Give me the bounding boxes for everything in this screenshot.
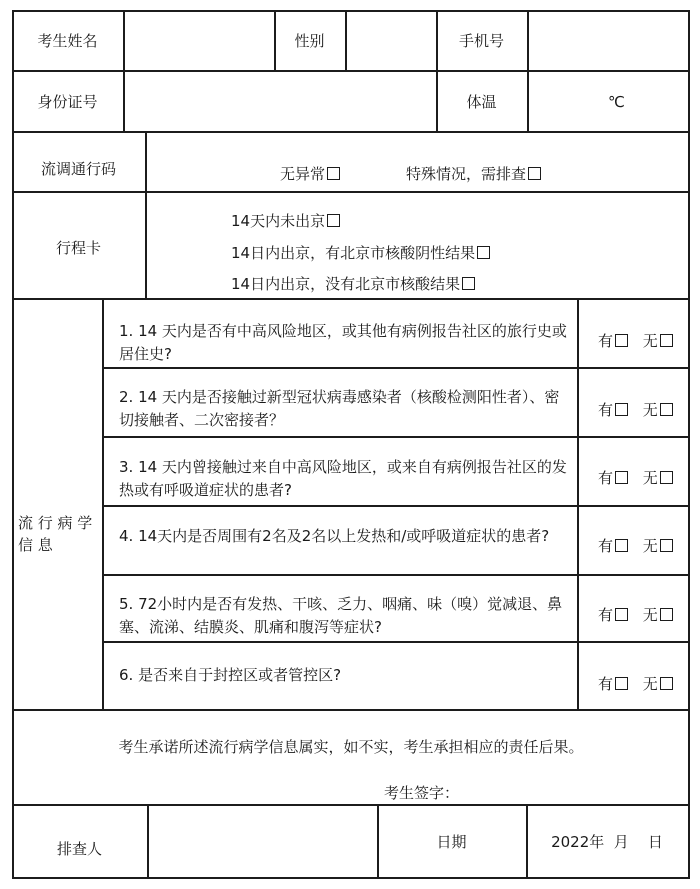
checkbox[interactable] xyxy=(615,403,628,416)
question-4: 4. 14天内是否周围有2名及2名以上发热和/或呼吸道症状的患者? xyxy=(119,527,550,545)
no-label: 无 xyxy=(642,401,658,419)
checkbox[interactable] xyxy=(660,539,673,552)
answer-4[interactable] xyxy=(598,536,673,556)
checkbox[interactable] xyxy=(615,608,628,621)
grid-line xyxy=(102,574,690,576)
checkbox[interactable] xyxy=(327,214,340,227)
no-label: 无 xyxy=(642,675,658,693)
id-number-field[interactable] xyxy=(125,72,436,131)
checkbox[interactable] xyxy=(660,608,673,621)
option-label: 14天内未出京 xyxy=(231,212,326,230)
travel-option-1[interactable] xyxy=(231,211,340,231)
grid-line xyxy=(102,641,690,643)
checkbox[interactable] xyxy=(660,471,673,484)
epidemiology-label: 流 行 病 学 信 息 xyxy=(18,514,93,554)
gender-field[interactable] xyxy=(347,12,436,70)
grid-line xyxy=(102,436,690,438)
grid-line xyxy=(577,298,579,709)
answer-3[interactable] xyxy=(598,468,673,488)
checkbox[interactable] xyxy=(615,539,628,552)
signature-label: 考生签字： xyxy=(384,784,460,802)
inspector-label: 排查人 xyxy=(56,840,102,858)
option-label: 14日内出京，有北京市核酸阴性结果 xyxy=(231,244,476,262)
answer-6[interactable] xyxy=(598,674,673,694)
option-label: 14日内出京，没有北京市核酸结果 xyxy=(231,275,461,293)
travel-option-2[interactable] xyxy=(231,243,490,263)
grid-line xyxy=(12,191,690,193)
no-label: 无 xyxy=(642,469,658,487)
question-5: 5. 72小时内是否有发热、干咳、乏力、咽痛、味（嗅）觉减退、鼻塞、流涕、结膜炎、肌痛和腹泻等症状? xyxy=(119,595,563,636)
question-3: 3. 14 天内曾接触过来自中高风险地区，或来自有病例报告社区的发热或有呼吸道症状的患者? xyxy=(119,458,567,499)
yes-label: 有 xyxy=(598,606,614,624)
question-2: 2. 14 天内是否接触过新型冠状病毒感染者（核酸检测阳性者）、密切接触者、二次密接者？ xyxy=(119,388,560,429)
checkbox[interactable] xyxy=(462,277,475,290)
answer-5[interactable] xyxy=(598,605,673,625)
name-field[interactable] xyxy=(125,12,274,70)
question-1: 1. 14 天内是否有中高风险地区，或其他有病例报告社区的旅行史或居住史? xyxy=(119,322,567,363)
temperature-unit: ℃ xyxy=(608,93,625,111)
pledge-text: 考生承诺所述流行病学信息属实，如不实，考生承担相应的责任后果。 xyxy=(118,738,584,756)
option-label: 无异常 xyxy=(280,165,326,183)
grid-line xyxy=(145,131,147,298)
question-6: 6. 是否来自于封控区或者管控区? xyxy=(119,666,342,684)
temperature-label: 体温 xyxy=(466,93,497,111)
yes-label: 有 xyxy=(598,469,614,487)
answer-2[interactable] xyxy=(598,400,673,420)
no-label: 无 xyxy=(642,606,658,624)
grid-line xyxy=(12,877,690,879)
phone-field[interactable] xyxy=(529,12,688,70)
grid-line xyxy=(102,505,690,507)
checkbox[interactable] xyxy=(327,167,340,180)
yes-label: 有 xyxy=(598,537,614,555)
grid-line xyxy=(102,367,690,369)
grid-line xyxy=(436,10,438,131)
option-label: 特殊情况，需排查 xyxy=(406,165,527,183)
yes-label: 有 xyxy=(598,332,614,350)
grid-line xyxy=(102,298,104,709)
grid-line xyxy=(12,709,690,711)
name-label: 考生姓名 xyxy=(37,32,98,50)
travel-option-3[interactable] xyxy=(231,274,475,294)
checkbox[interactable] xyxy=(615,471,628,484)
date-label: 日期 xyxy=(436,833,467,851)
no-label: 无 xyxy=(642,537,658,555)
yes-label: 有 xyxy=(598,401,614,419)
health-code-normal-option[interactable] xyxy=(280,164,340,184)
checkbox[interactable] xyxy=(528,167,541,180)
checkbox[interactable] xyxy=(660,677,673,690)
checkbox[interactable] xyxy=(660,334,673,347)
answer-1[interactable] xyxy=(598,331,673,351)
gender-label: 性别 xyxy=(294,32,325,50)
health-code-label: 流调通行码 xyxy=(40,160,116,178)
date-value[interactable]: 2022年 月 日 xyxy=(551,833,663,851)
no-label: 无 xyxy=(642,332,658,350)
grid-line xyxy=(12,298,690,300)
inspector-field[interactable] xyxy=(149,806,377,877)
health-code-special-option[interactable] xyxy=(406,164,541,184)
grid-line xyxy=(12,131,690,133)
checkbox[interactable] xyxy=(477,246,490,259)
checkbox[interactable] xyxy=(660,403,673,416)
id-number-label: 身份证号 xyxy=(37,93,98,111)
checkbox[interactable] xyxy=(615,334,628,347)
travel-card-label: 行程卡 xyxy=(55,239,101,257)
yes-label: 有 xyxy=(598,675,614,693)
phone-label: 手机号 xyxy=(458,32,504,50)
checkbox[interactable] xyxy=(615,677,628,690)
